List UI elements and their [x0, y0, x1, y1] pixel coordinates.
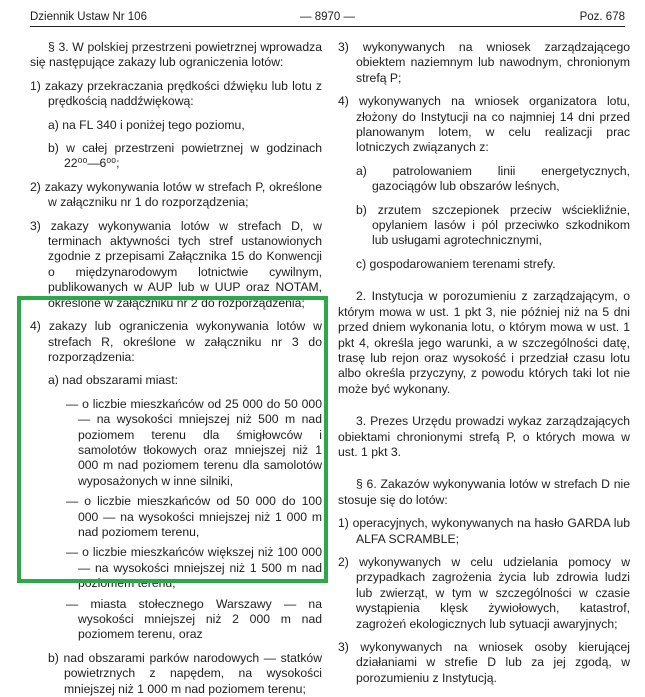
left-column-paragraph: § 3. W polskiej przestrzeni powietrznej wprowadza się następujące zakazy lub ograniczenia lotów: — [30, 40, 322, 70]
left-column-paragraph: — o liczbie mieszkańców od 25 000 do 50 000 — na wysokości mniejszej niż 500 m nad poziomem terenu dla śmigłowców i samolotów tłokowych oraz mniejszej niż 1 000 m nad poziomem terenu dla samolotów wyposażonych w inne silniki, — [66, 396, 322, 488]
right-column-paragraph: 3) wykonywanych na wniosek osoby kierującej działaniami w strefie D lub za jej zgodą, w porozumieniu z Instytucją. — [338, 640, 630, 685]
right-column-paragraph: b) zrzutem szczepionek przeciw wściekliźnie, opylaniem lasów i pól przeciwko szkodnikom lub usługami agrotechnicznymi, — [356, 202, 630, 248]
position-number: Poz. 678 — [579, 11, 625, 23]
right-column-paragraph: c) gospodarowaniem terenami strefy. — [356, 256, 556, 271]
right-column-paragraph: 3) wykonywanych na wniosek zarządzającego obiektem naziemnym lub nawodnym, chronionym strefą P; — [338, 40, 630, 85]
left-column-paragraph: 1) zakazy przekraczania prędkości dźwięku lub lotu z prędkością naddźwiękową: — [30, 78, 322, 109]
journal-title: Dziennik Ustaw Nr 106 — [30, 11, 147, 23]
left-column-paragraph: b) nad obszarami parków narodowych — statków powietrznych z napędem, na wysokości mniejszej niż 1 000 m nad poziomem terenu; — [48, 650, 322, 696]
left-column — [30, 40, 322, 697]
left-column-paragraph: — miasta stołecznego Warszawy — na wysokości mniejszej niż 2 000 m nad poziomem terenu, oraz — [66, 596, 322, 642]
right-column-paragraph: § 6. Zakazów wykonywania lotów w strefach D nie stosuje się do lotów: — [338, 477, 630, 507]
left-column-paragraph: a) nad obszarami miast: — [48, 373, 179, 388]
left-column-paragraph: — o liczbie mieszkańców większej niż 100 000 — na wysokości mniejszej niż 1 500 m nad poziomem terenu, — [66, 545, 322, 591]
left-column-paragraph: 4) zakazy lub ograniczenia wykonywania lotów w strefach R, określone w załączniku nr 3 do rozporządzenia: — [30, 319, 322, 364]
right-column-paragraph: 1) operacyjnych, wykonywanych na hasło GARDA lub ALFA SCRAMBLE; — [338, 516, 630, 546]
right-column-paragraph: 2. Instytucja w porozumieniu z zarządzającym, o którym mowa w ust. 1 pkt 3, nie później niż na 5 dni przed dniem wykonania lotu, o którym mowa w ust. 1 pkt 4, określa jego warunki, a w szczególności datę, trasę lub rejon oraz wysokość i przedział czasu lotu albo określa przyczyny, z powodu których taki lot nie może być wykonany. — [338, 289, 630, 396]
left-column-paragraph: b) w całej przestrzeni powietrznej w godzinach 22⁰⁰—6⁰⁰; — [48, 141, 322, 171]
page-number: — 8970 — — [300, 11, 355, 23]
right-column-paragraph: 3. Prezes Urzędu prowadzi wykaz zarządzających obiektami chronionymi strefą P, o których mowa w ust. 1 pkt 3. — [338, 414, 630, 459]
right-column-paragraph: a) patrolowaniem linii energetycznych, gazociągów lub obszarów leśnych, — [356, 163, 630, 194]
page-header — [30, 8, 625, 27]
left-column-paragraph: — o liczbie mieszkańców od 50 000 do 100 000 — na wysokości mniejszej niż 1 000 m nad poziomem terenu, — [66, 494, 322, 539]
left-column-paragraph: 2) zakazy wykonywania lotów w strefach P, określone w załączniku nr 1 do rozporządzenia; — [30, 179, 322, 210]
right-column-paragraph: 4) wykonywanych na wniosek organizatora lotu, złożony do Instytucji na co najmniej 14 dni przed planowanym lotem, w celu realizacji prac lotniczych związanych z: — [338, 94, 630, 155]
right-column-paragraph: 2) wykonywanych w celu udzielania pomocy w przypadkach zagrożenia życia lub zdrowia ludzi lub zwierząt, w tym w szczególności w czasie wystąpienia klęsk żywiołowych, katastrof, zagrożeń ekologicznych lub sytuacji awaryjnych; — [338, 554, 630, 631]
left-column-paragraph: a) na FL 340 i poniżej tego poziomu, — [48, 117, 245, 132]
left-column-paragraph: 3) zakazy wykonywania lotów w strefach D, w terminach aktywności tych stref ustanowionych zgodnie z przepisami Załącznika 15 do Konwencji o międzynarodowym lotnictwie cywilnym, publikowanych w AUP lub w UUP oraz NOTAM, określone w załączniku nr 2 do rozporządzenia; — [30, 218, 322, 310]
right-column — [338, 40, 630, 686]
